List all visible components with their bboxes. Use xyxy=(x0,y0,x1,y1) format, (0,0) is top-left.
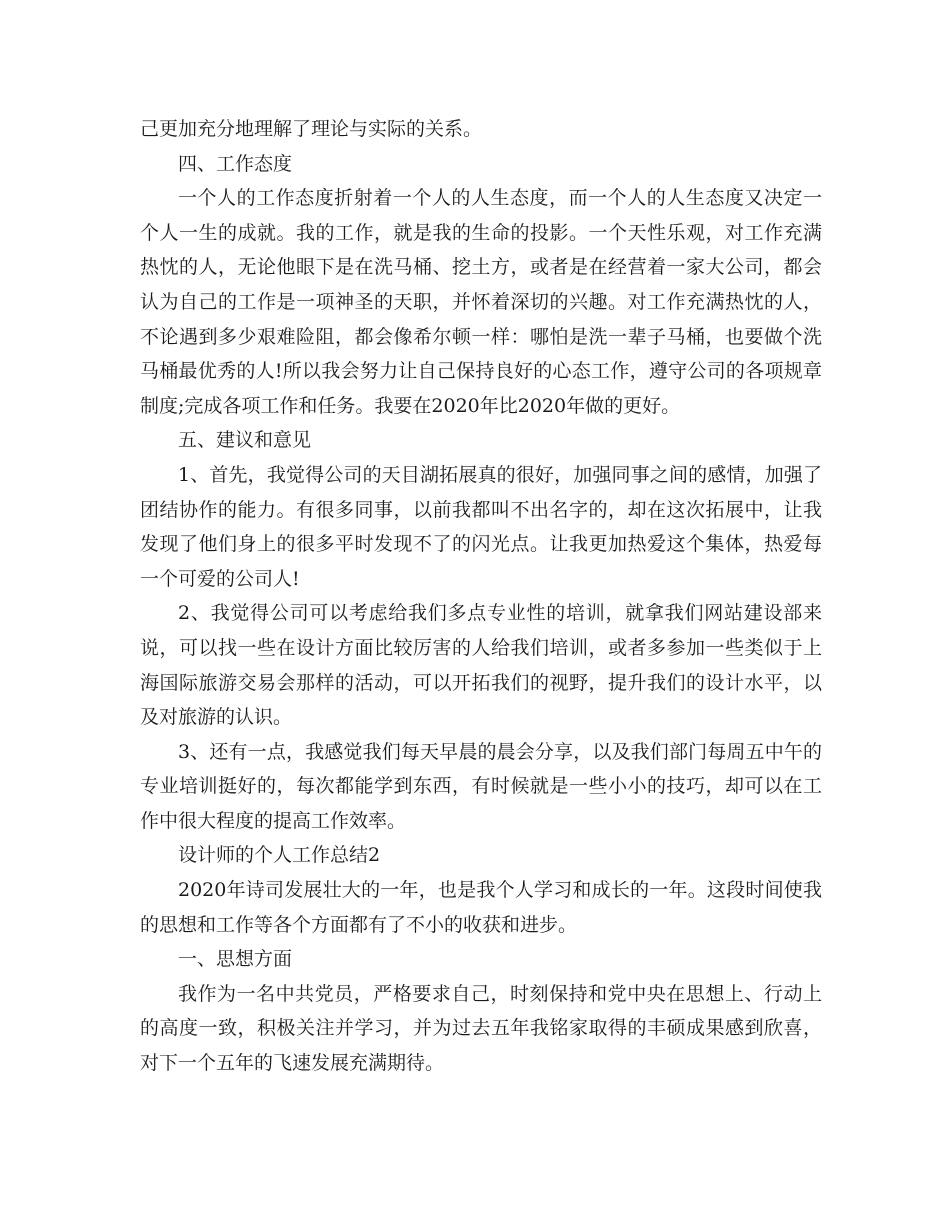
document-subtitle: 设计师的个人工作总结2 xyxy=(178,844,381,867)
paragraph-work-attitude: 一个人的工作态度折射着一个人的人生态度，而一个人的人生态度又决定一个人一生的成就。我的工作，就是我的生命的投影。一个天性乐观，对工作充满热忱的人，无论他眼下是在洗马桶、挖土方，或者是在经营着一家大公司，都会认为自己的工作是一项神圣的天职，并怀着深切的兴趣。对工作充满热忱的人，不论遇到多少艰难险阻，都会像希尔顿一样：哪怕是洗一辈子马桶，也要做个洗马桶最优秀的人!所以我会努力让自己保持良好的心态工作，遵守公司的各项规章制度;完成各项工作和任务。我要在2020年比2020年做的更好。 xyxy=(140,187,822,417)
paragraph-ideology: 我作为一名中共党员，严格要求自己，时刻保持和党中央在思想上、行动上的高度一致，积极关注并学习，并为过去五年我铭家取得的丰硕成果感到欣喜，对下一个五年的飞速发展充满期待。 xyxy=(140,982,822,1075)
paragraph-continuation: 己更加充分地理解了理论与实际的关系。 xyxy=(140,118,483,140)
paragraph-intro-2020: 2020年诗司发展壮大的一年，也是我个人学习和成长的一年。这段时间使我的思想和工作等各个方面都有了不小的收获和进步。 xyxy=(140,879,822,936)
document-body xyxy=(140,112,822,1081)
section-heading-work-attitude: 四、工作态度 xyxy=(178,152,293,175)
section-heading-ideology: 一、思想方面 xyxy=(178,948,293,971)
paragraph-suggestion-3: 3、还有一点，我感觉我们每天早晨的晨会分享，以及我们部门每周五中午的专业培训挺好的，每次都能学到东西，有时候就是一些小小的技巧，却可以在工作中很大程度的提高工作效率。 xyxy=(140,740,822,832)
section-heading-suggestions: 五、建议和意见 xyxy=(178,429,312,452)
paragraph-suggestion-1: 1、首先，我觉得公司的天目湖拓展真的很好，加强同事之间的感情，加强了团结协作的能力。有很多同事，以前我都叫不出名字的，却在这次拓展中，让我发现了他们身上的很多平时发现不了的闪光点。让我更加热爱这个集体，热爱每一个可爱的公司人! xyxy=(140,463,822,590)
paragraph-suggestion-2: 2、我觉得公司可以考虑给我们多点专业性的培训，就拿我们网站建设部来说，可以找一些在设计方面比较厉害的人给我们培训，或者多参加一些类似于上海国际旅游交易会那样的活动，可以开拓我们的视野，提升我们的设计水平，以及对旅游的认识。 xyxy=(140,602,822,729)
